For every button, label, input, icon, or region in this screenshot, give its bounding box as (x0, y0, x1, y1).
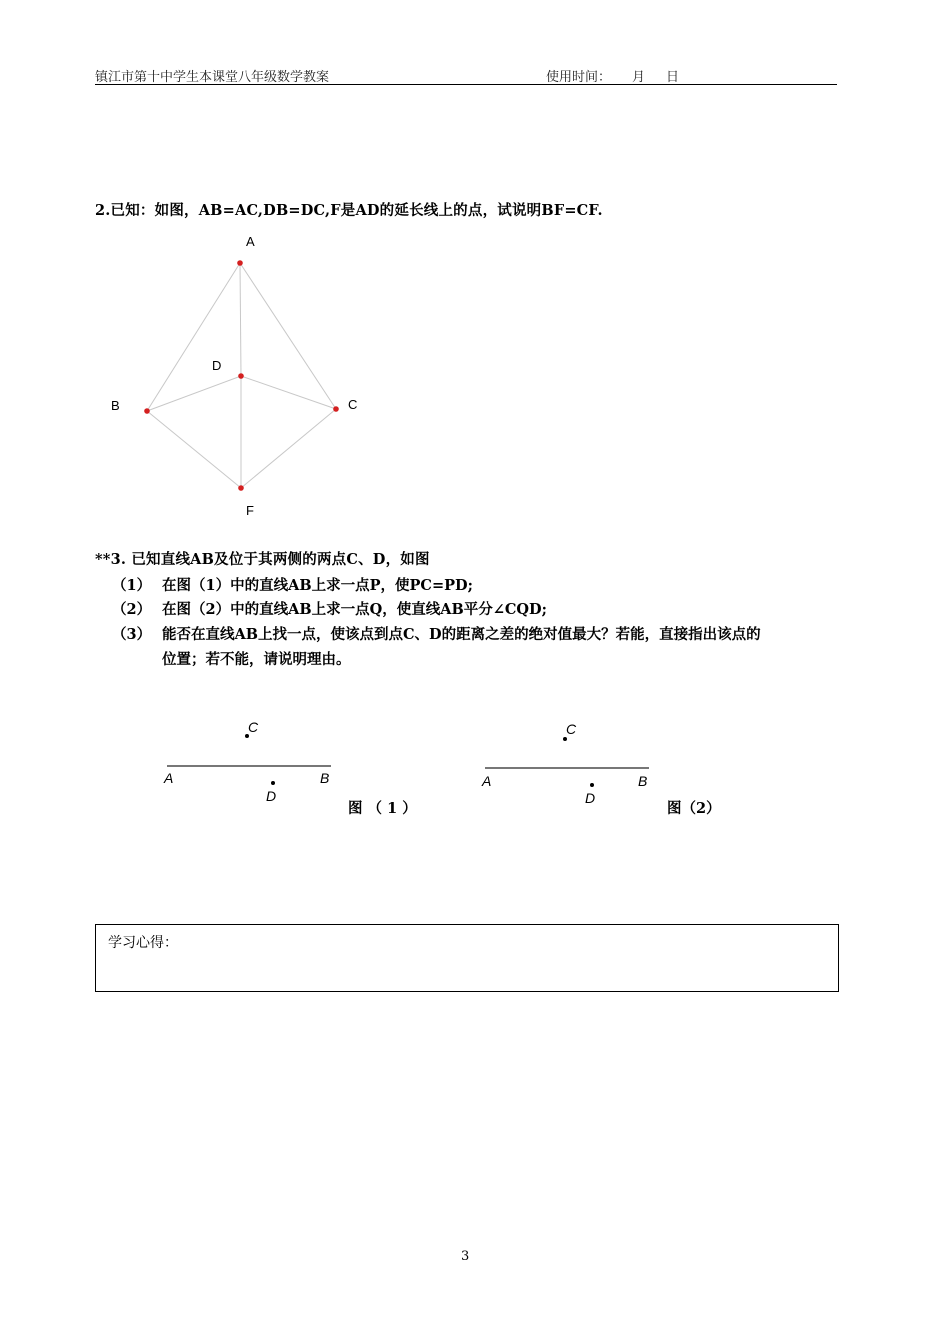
question-3-text: **3. 已知直线AB及位于其两侧的两点C、D，如图 (95, 551, 430, 568)
segment-bf (147, 411, 241, 488)
point-c (563, 737, 567, 741)
segment-ad (240, 263, 241, 376)
segment-cd (241, 376, 336, 409)
learning-notes-label: 学习心得： (108, 935, 178, 951)
label-b: B (320, 770, 330, 786)
segment-ab (147, 263, 240, 411)
item-3-text-continued: 位置；若不能，请说明理由。 (162, 651, 351, 668)
item-2-number: （2） (112, 601, 152, 618)
question-2-text: 2.已知：如图，AB=AC,DB=DC,F是AD的延长线上的点，试说明BF=CF. (95, 202, 603, 219)
label-b: B (638, 773, 648, 789)
item-3-text: 能否在直线AB上找一点，使该点到点C、D的距离之差的绝对值最大？若能，直接指出该点的 (162, 626, 761, 643)
question-2-figure (100, 228, 380, 523)
segment-ac (240, 263, 336, 409)
segment-cf (241, 409, 336, 488)
page-number: 3 (461, 1249, 470, 1264)
header-day: 日 (666, 70, 680, 85)
label-f: F (246, 503, 254, 518)
point-b (144, 408, 150, 414)
header-date-label: 使用时间： (546, 70, 612, 85)
label-c: C (248, 719, 259, 735)
header-divider (95, 84, 837, 85)
segment-bd (147, 376, 241, 411)
item-3-number: （3） (112, 626, 152, 643)
label-d: D (212, 358, 222, 373)
label-c: C (566, 721, 577, 737)
point-f (238, 485, 244, 491)
point-d (271, 781, 275, 785)
header-title: 镇江市第十中学生本课堂八年级数学教案 (95, 70, 330, 85)
label-d: D (266, 788, 277, 804)
figure-2-caption: 图（2） (667, 800, 721, 817)
label-c: C (348, 397, 358, 412)
figure-2 (478, 714, 663, 814)
figure-1-caption: 图 （ 1 ） (348, 800, 417, 817)
label-a: A (482, 773, 492, 789)
label-a: A (164, 770, 174, 786)
item-1-text: 在图（1）中的直线AB上求一点P，使PC=PD; (162, 577, 473, 594)
point-d (238, 373, 244, 379)
label-d: D (585, 790, 596, 806)
learning-notes-box[interactable] (95, 924, 839, 992)
item-2-text: 在图（2）中的直线AB上求一点Q，使直线AB平分∠CQD; (162, 601, 547, 618)
point-d (590, 783, 594, 787)
point-c (333, 406, 339, 412)
point-a (237, 260, 243, 266)
header-month: 月 (632, 70, 646, 85)
figure-1 (160, 712, 345, 812)
label-b: B (111, 398, 120, 413)
item-1-number: （1） (112, 577, 152, 594)
label-a: A (246, 234, 255, 249)
